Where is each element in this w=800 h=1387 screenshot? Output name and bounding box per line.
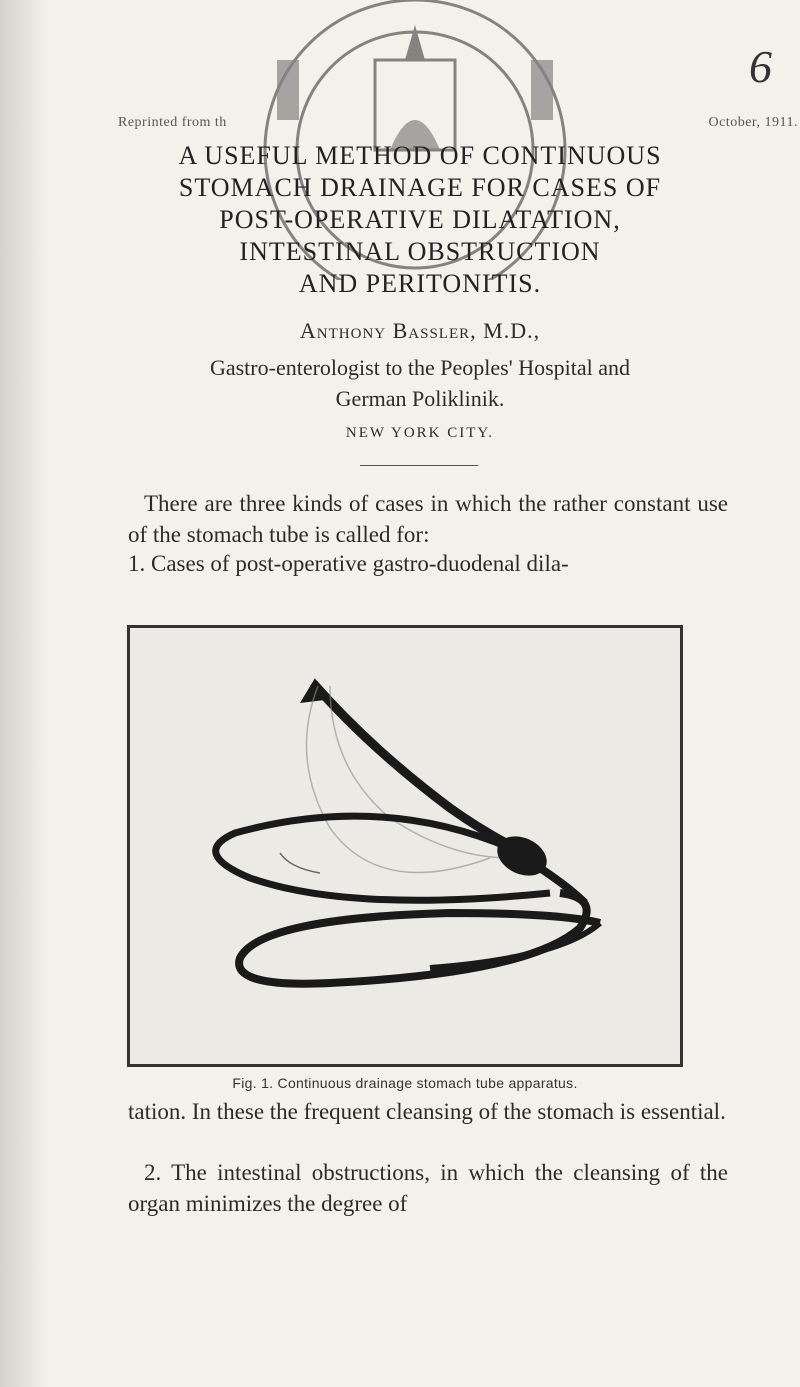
list-item-1-start: 1. Cases of post-operative gastro-duodenal dila- [128,551,569,576]
affiliation-line: German Poliklinik. [335,386,505,411]
figure-caption: Fig. 1. Continuous drainage stomach tube apparatus. [232,1075,578,1091]
list-item-1-end: tation. In these the frequent cleansing of the stomach is essential. [128,1099,726,1124]
author-name: Anthony Bassler, M.D., [299,318,541,343]
title-line: A USEFUL METHOD OF CONTINUOUS [178,141,662,170]
title-line: AND PERITONITIS. [298,269,542,298]
affiliation-line: Gastro-enterologist to the Peoples' Hospital and [209,355,631,380]
figure-stomach-tube [127,625,683,1067]
page-number: 6 [749,41,772,92]
title-line: POST-OPERATIVE DILATATION, [219,205,621,234]
reprint-date: October, 1911. [708,115,798,130]
list-item-2-start: 2. The intestinal obstructions, in which the cleansing of the organ minimizes the degree of [128,1160,728,1216]
reprint-prefix: Reprinted from th [118,115,227,130]
author-location: NEW YORK CITY. [345,425,495,441]
title-line: STOMACH DRAINAGE FOR CASES OF [178,173,662,202]
page-edge-shadow [0,0,48,1387]
title-line: INTESTINAL OBSTRUCTION [239,237,601,266]
article-title [100,140,740,300]
intro-paragraph: There are three kinds of cases in which the rather constant use of the stomach tube is called for: [128,491,728,547]
reprint-line [118,115,798,131]
author-affiliation [100,352,740,414]
section-divider [360,465,478,466]
stomach-tube-illustration [130,628,680,1064]
